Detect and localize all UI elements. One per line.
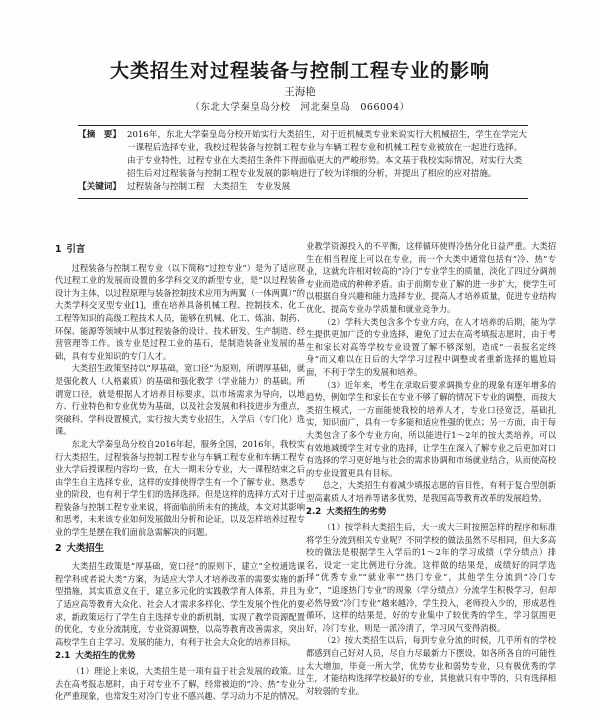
paragraph: （2）按大类招生以后，每到专业分流的时候，几乎所有的学校都感到自己好对人员，尽自力尽最新力下摆设，如各所各自的可能性太大增加，毕竟一所大学，优势专业和弱势专业，只有极优秀的学生，才能结构选择学校最好的专业，其他就只有中等的，只有选择相对较弱的专业。: [306, 635, 556, 696]
abstract: [78, 129, 528, 181]
paragraph: （1）按学科大类招生后，大一或大三时按照怎样的程序和标准将学生分流到相关专业呢？不同学校的做法虽然不尽相同，但大多高校的做法是根据学生入学后的1～2年的学习成绩（学分绩点）排名，设定一定比例进行分流。这样做的结果是，成绩好的同学选择“优秀专业”“就业率”“热门专业”，其他学生分流到“冷门专业”，“追逐热门专业”的现象（学分绩点）分流学生积极学习，但却必然导致“冷门专业”越来越冷，学生投入，老师投入少的，形成恶性循环，这样的结果是，好的专业集中了较优秀的学生，学习氛围更好，冷门专业，则是一派冷清了，学习风气变得消极。: [306, 522, 556, 633]
paragraph: （2）学科大类包含多个专业方向，在人才培养的后期，能为学生提供更加广泛的专业选择，避免了过去在高考填报志愿时，由于考生和家长对高等学校专业设置了解不够深刻，造成“一表报名定终身”而又难以在日后的大学学习过程中调整或者重新选择的尴尬局面，不利于学生的发展和培养。: [306, 316, 556, 377]
paper-title: 大类招生对过程装备与控制工程专业的影响: [109, 60, 490, 82]
paragraph: （3）近年来，考生在录取后要求调换专业的现象有逐年增多的趋势，例如学生和家长在专业不够了解的情况下专业的调整，而按大类招生模式，一方面能使我校的培养人才，专业口径宽泛，基础扎实，知识面广，具有一专多能和适应性强的优点；另一方面，由于每大类包含了多个专业方向，所以能进行1～2年的按大类培养，可以有效地减缓学生对专业的选择，让学生在深入了解专业之后更加对口有选择的学习更好地与社会的需求协调和市场就业结合，从而使高校的专业设置更具有目标。: [306, 379, 556, 478]
paragraph: 总之，大类招生有着减少填报志愿的盲目性，有利于复合型创新型高素质人才培养等诸多优势，是我国高等教育改革的发展趋势。: [306, 480, 556, 503]
section-heading: 1 引言: [55, 244, 86, 255]
keywords: [78, 181, 528, 194]
paragraph: 东北大学秦皇岛分校自2016年起，服务全国，2016年，我校实行大类招生，过程装备与控制工程专业与车辆工程专业和车辆工程专业大学后授课程内容均一致，在大一期末分专业，大一课程结束之后由学生自主选择专业，这样的安排使得学生有一个了解专业、熟悉专业的阶段，也有利于学生们的选择选择。但是这样的选择方式对于过程装备与控制工程专业来说，将面临前所未有的挑战，本文对其影响和思考，未来该专业如何发展做出分析和论证，以及怎样培养过程专业的学生是摆在我们面前急需解决的问题。: [55, 438, 305, 538]
author: 王海艳: [284, 86, 316, 98]
affiliation: （东北大学秦皇岛分校 河北秦皇岛 066004）: [190, 102, 410, 113]
abstract-box: [78, 125, 528, 199]
paragraph: 大类招生政策坚持以“厚基础，宽口径”为原则，所谓厚基础，就是强化教人（人格素质）的基础和强化教学（学业能力）的基础。所谓宽口径，就是根据人才培养目标要求，以市场需求为导向，以地方、行业特色和专业优势为基础，以及社会发展和科技进步为重点，突破科、学科设置模式，实行按大类专业招生，入学后（专门化）选课。: [55, 363, 305, 437]
paragraph: 业教学资源投入的不平衡，这样循环使得冷热分化日益严重。大类招生在相当程度上可以在专业，而一个大类中通常包括有“冷、热”专业，这就允许相对较高的“冷门”专业学生的质量，淡化了四过分调剂专业而造成的种种矛盾。由于前期专业了解的进一步扩大，使学生可以根据自身兴趣和能力选择专业，提高人才培养质量，促进专业结构优化，提高专业办学质量和就业竞争力。: [306, 241, 556, 314]
right-column: [306, 240, 556, 718]
abstract-text: 2016年，东北大学秦皇岛分校开始实行大类招生，对于近机械类专业来说实行大机械招生，学生在学完大一课程后选择专业，我校过程装备与控制工程专业与车辆工程专业和机械工程专业被放在一起进行选择。由于专业特性，过程专业在大类招生条件下得面临更大的严峻形势。本文基于我校实际情况，对实行大类招生后对过程装备与控制工程专业发展的影响进行了较为详细的分析，并提出了相应的应对措施。: [126, 130, 527, 179]
subsection-heading: 2.2 大类招生的劣势: [306, 507, 387, 518]
paragraph: （1）理论上来说，大类招生是一项有益于社会发展的政策。过去在高考报志愿时，由于对专业不了解，经常被迫的“冷、热”专业分化严重现象，也常发生对冷门专业不感兴趣、学习动力不足的情况。: [55, 666, 305, 702]
paragraph: 大类招生政策是“厚基础，宽口径”的原则下，建立“全校通选课程学科或者说大类”方案，为适应大学人才培养改革的需要实施的新型措施，其实质意义在于，建立多元化的实践教学育人体系，并且为了适应高等教育大众化、社会人才需求多样化、学生发展个性化的要求，新政策运行了学生自主选择专业的新机制，实现了教学资源配置的优化，专业分流制度，专业资源调整，以高等教育改善需求，突出高校学生自主学习、发展的能力，有利于社会大众化的培养目标。: [55, 561, 305, 647]
abstract-label: 【摘 要】: [78, 130, 121, 140]
paragraph: 过程装备与控制工程专业（以下简称“过控专业”）是为了适应现代过程工业的发展而设置的多学科交叉的新型专业，是“以过程装备设计为主体，以过程原理与装备控制技术应用为两翼（一体两翼）”的大类学科交叉型专业[1]，重在培养具备机械工程、控制技术、化工工程等知识的高级工程技术人员，能够在机械、化工、炼油、制药、环保、能源等领域中从事过程装备的设计、技术研发、生产制造、经营管理等工作。该专业是过程工业的基石，是制造装备业发展的基础，具有专业知识的专门人才。: [55, 262, 305, 361]
section-heading: 2 大类招生: [55, 542, 105, 554]
subsection-heading: 2.1 大类招生的优势: [55, 651, 136, 662]
left-column: [55, 240, 305, 718]
keywords-label: 【关键词】: [78, 182, 121, 192]
keywords-text: 过程装备与控制工程 大类招生 专业发展: [126, 182, 291, 192]
